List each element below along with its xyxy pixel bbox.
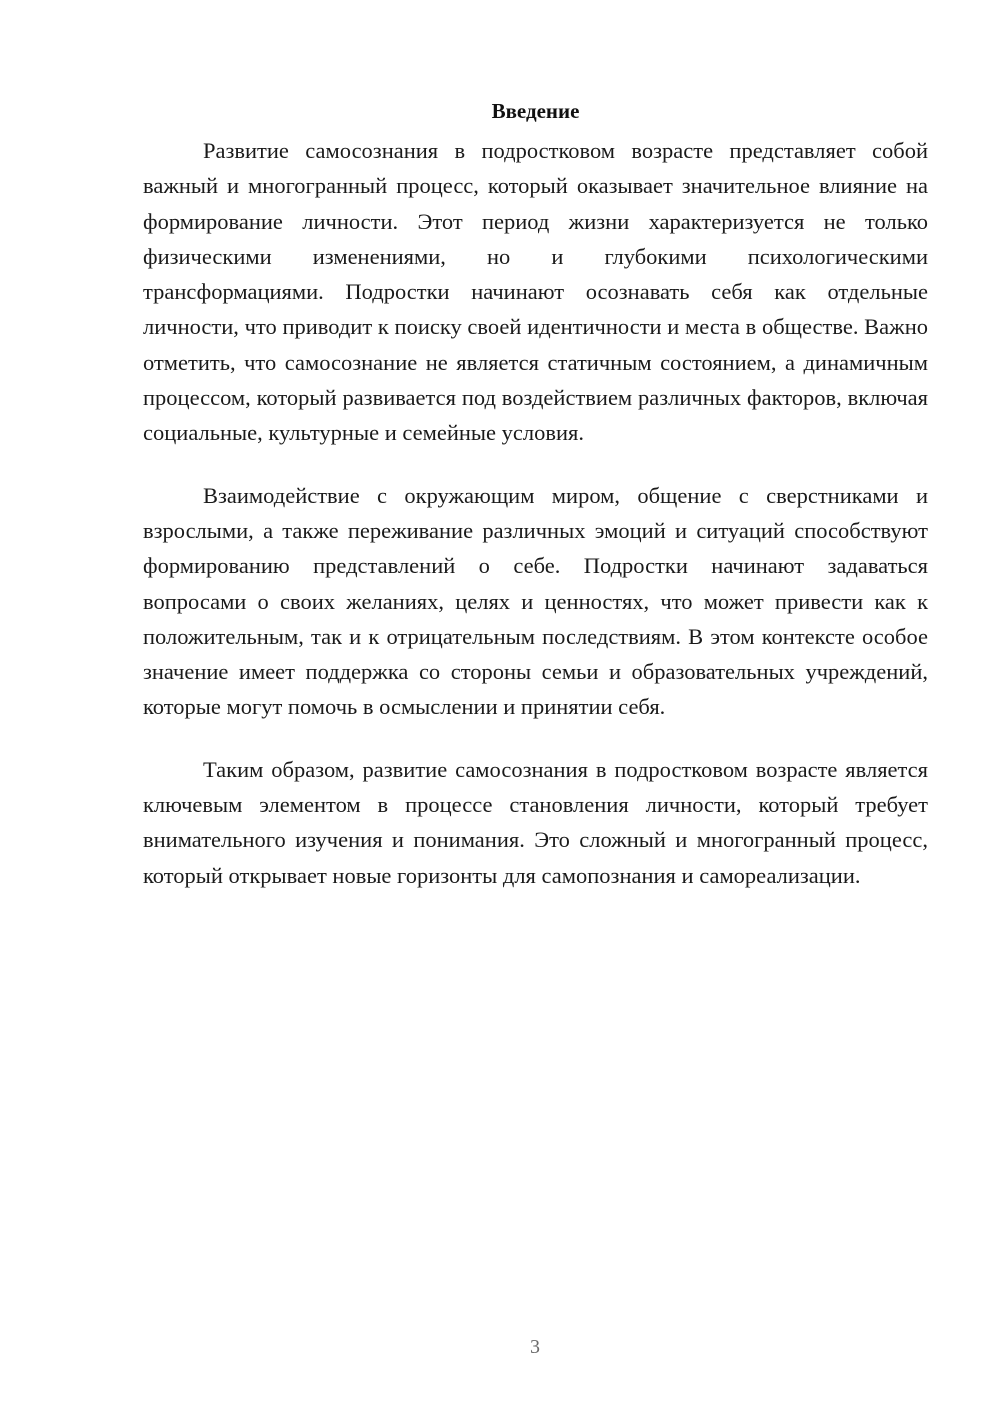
section-heading: Введение (491, 99, 580, 123)
paragraph-3: Таким образом, развитие самосознания в подростковом возрасте является ключевым элементом в процессе становления личности, который требует внимательного изучения и понимания. Это сложный и многогранный процесс, который открывает новые горизонты для самопознания и самореализации. (143, 756, 928, 888)
page-number: 3 (530, 1336, 540, 1358)
paragraph-1: Развитие самосознания в подростковом возрасте представляет собой важный и многогранный процесс, который оказывает значительное влияние на формирование личности. Этот период жизни характеризуется не только физическими изменениями, но и глубокими психологическими трансформациями. Подростки начинают осознавать себя как отдельные личности, что приводит к поиску своей идентичности и места в обществе. Важно отметить, что самосознание не является статичным состоянием, а динамичным процессом, который развивается под воздействием различных факторов, включая социальные, культурные и семейные условия. (143, 138, 928, 446)
page-content (143, 96, 928, 920)
paragraph-2: Взаимодействие с окружающим миром, общение с сверстниками и взрослыми, а также переживание различных эмоций и ситуаций способствуют формированию представлений о себе. Подростки начинают задаваться вопросами о своих желаниях, целях и ценностях, что может привести как к положительным, так и к отрицательным последствиям. В этом контексте особое значение имеет поддержка со стороны семьи и образовательных учреждений, которые могут помочь в осмыслении и принятии себя. (143, 482, 928, 720)
